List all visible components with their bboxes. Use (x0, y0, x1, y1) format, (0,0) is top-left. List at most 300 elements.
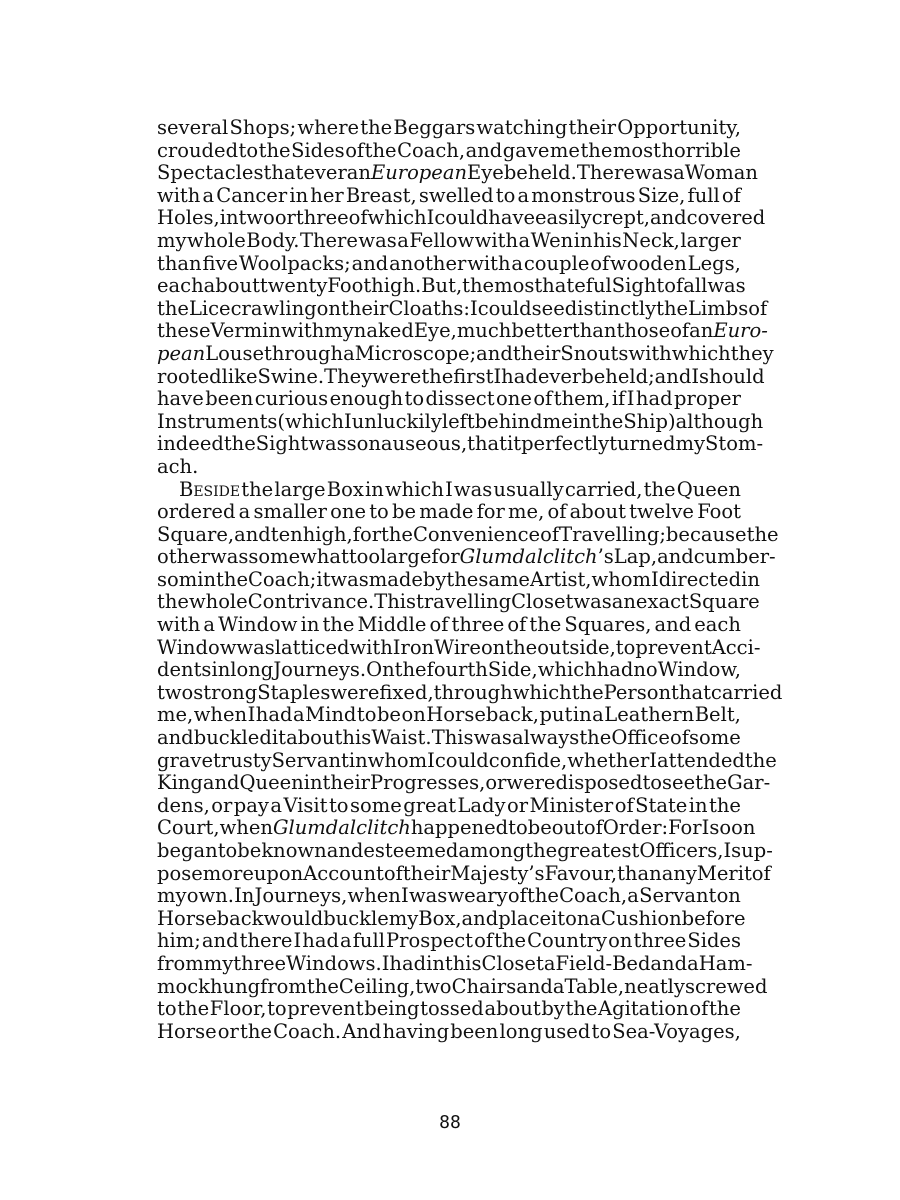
word: of (721, 183, 741, 207)
word: to (369, 500, 389, 524)
word: was (453, 477, 493, 501)
word: most (494, 274, 543, 298)
word: in (197, 567, 217, 591)
word: ten (270, 522, 303, 546)
word: Travelling; (559, 522, 666, 546)
word: about (203, 274, 260, 298)
text-line (157, 501, 741, 524)
word: of (614, 793, 634, 817)
text-line (157, 432, 764, 456)
word: Contrivance. (247, 590, 375, 614)
word: of (507, 884, 527, 908)
word: of (429, 613, 449, 637)
word: where (297, 116, 360, 139)
word: all (683, 274, 708, 298)
word: own. (186, 884, 234, 908)
word: latticed (274, 635, 350, 659)
word: because (665, 522, 747, 546)
text-line (157, 117, 741, 140)
word: than (571, 319, 617, 343)
word: Box (326, 477, 364, 501)
word: three (233, 951, 287, 975)
word: I (401, 884, 409, 908)
word: in (426, 951, 445, 975)
word: I (701, 816, 710, 840)
word: in (211, 658, 231, 682)
word: For (668, 816, 702, 840)
word: the (571, 680, 604, 704)
word: Coach, (397, 138, 466, 162)
word: Euro- (713, 319, 768, 343)
word: Coach, (559, 884, 628, 908)
word: soon (709, 816, 756, 840)
word: the (695, 771, 728, 795)
word: had (501, 364, 538, 388)
word: Journeys, (254, 884, 348, 908)
word: a (589, 906, 602, 930)
word: two (157, 680, 194, 704)
word: Middle (357, 613, 427, 637)
text-line (157, 930, 741, 953)
word: Stom- (705, 432, 764, 456)
word: and (657, 545, 694, 569)
word: Acci- (711, 635, 761, 659)
word: those (616, 319, 671, 343)
word: Wire (434, 635, 481, 659)
word: Sight (255, 432, 309, 456)
word: of (507, 613, 527, 637)
text-line (157, 974, 768, 999)
word: Belt, (694, 703, 741, 727)
text-line (157, 839, 773, 863)
word: was (308, 432, 347, 456)
word: curious (254, 387, 329, 411)
word: Opportunity, (617, 116, 741, 139)
word: the (360, 116, 393, 139)
text-line (157, 998, 741, 1021)
text-line (157, 659, 741, 682)
word: was (473, 726, 512, 750)
word: cumber- (693, 545, 776, 569)
word: known (261, 839, 327, 862)
word: in (289, 183, 309, 207)
word: large (380, 545, 432, 569)
word: first (453, 364, 494, 388)
word: Table, (564, 974, 625, 998)
word: was (573, 590, 612, 614)
word: Artist, (529, 567, 592, 591)
word: Coach. (273, 1019, 342, 1043)
text-line (157, 771, 771, 795)
word: with (474, 228, 519, 252)
word: Field-Bed (555, 951, 651, 975)
word: whether (567, 748, 650, 772)
word: their (322, 771, 371, 795)
word: have (488, 206, 536, 230)
word: to (328, 793, 349, 817)
word: made (368, 567, 423, 591)
word: On (366, 658, 395, 682)
text-line (157, 456, 741, 479)
word: crept, (591, 206, 650, 230)
word: pose (157, 861, 203, 885)
text-line (157, 161, 758, 185)
word: I (293, 929, 302, 953)
word: of (689, 997, 709, 1021)
word: Swine. (257, 364, 325, 388)
word: of (590, 251, 610, 275)
text-line (157, 795, 741, 818)
word: had (389, 951, 427, 975)
word: whole (187, 228, 246, 252)
word: Horseback, (426, 703, 539, 727)
word: had (302, 929, 339, 953)
word: better (511, 319, 572, 343)
word: were (506, 771, 556, 795)
word: him; (157, 929, 201, 953)
word: to (238, 138, 259, 162)
word: by (422, 567, 447, 591)
word: Prospect (386, 929, 474, 953)
word: the (223, 432, 256, 456)
word: my (203, 951, 234, 975)
word: any (661, 861, 697, 885)
word: his (342, 726, 372, 750)
word: indeed (157, 432, 224, 456)
word: the (579, 726, 612, 750)
word: to (495, 183, 516, 207)
word: and (516, 974, 553, 998)
word: pay (233, 793, 269, 817)
word: about (569, 500, 626, 524)
word: to (615, 635, 636, 659)
word: large (274, 477, 326, 501)
word: several (157, 116, 229, 139)
word: a (203, 613, 216, 637)
word: Side, (487, 658, 538, 682)
word: the (643, 477, 676, 501)
word: Chairs (451, 974, 517, 998)
word: and (650, 951, 688, 975)
text-line (157, 951, 753, 976)
word: fixed, (379, 680, 434, 704)
text-line (157, 861, 771, 886)
word: Gar- (727, 771, 771, 795)
word: although (675, 409, 764, 433)
word: Servant (271, 748, 349, 772)
text-line (157, 364, 765, 389)
word: and (202, 771, 240, 795)
word: through (264, 341, 344, 365)
word: Window (218, 613, 298, 637)
word: of (547, 500, 567, 524)
word: Woman (684, 161, 758, 185)
word: their (402, 861, 451, 885)
word: King (157, 771, 203, 795)
word: was (707, 274, 746, 298)
word: Ship) (623, 409, 676, 433)
word: turned (609, 432, 676, 456)
word: Limbs (688, 296, 749, 320)
word: Account (303, 861, 384, 885)
word: the (177, 997, 210, 1021)
word: no (633, 658, 658, 682)
word: I (247, 703, 256, 727)
word: among (458, 839, 526, 862)
word: so (346, 432, 369, 456)
word: Court, (157, 816, 220, 840)
word: Eye, (413, 319, 457, 343)
word: And (342, 1019, 382, 1043)
text-line (157, 906, 746, 931)
word: the (580, 138, 613, 162)
word: began (157, 839, 218, 862)
word: and (201, 929, 239, 953)
word: Mind (305, 703, 357, 727)
word: esteemed (363, 839, 459, 862)
word: my (157, 884, 187, 908)
word: of (474, 929, 494, 953)
word: on (716, 884, 741, 908)
word: I (469, 296, 478, 320)
word: Majesty’s (450, 861, 545, 885)
word: trusty (213, 748, 272, 772)
word: Coach; (247, 567, 317, 591)
word: Horseback (157, 906, 264, 930)
word: his (593, 228, 622, 252)
word: my (157, 228, 187, 252)
word: place (498, 906, 552, 930)
word: dens, (157, 793, 210, 817)
word: and (476, 341, 513, 365)
word: Staples (257, 680, 331, 704)
word: the (216, 567, 248, 591)
word: a (687, 951, 699, 975)
word: their (512, 341, 561, 365)
word: Vermin (210, 319, 281, 343)
text-line (157, 388, 741, 411)
word: Officers, (639, 839, 724, 862)
word: weary (447, 884, 508, 908)
word: be (527, 816, 552, 840)
word: in (572, 409, 592, 433)
word: about (484, 997, 541, 1021)
word: tossed (420, 997, 484, 1021)
word: Spectacles (157, 161, 264, 185)
word: this (444, 951, 482, 975)
word: beheld. (503, 161, 577, 185)
word: to (217, 839, 238, 862)
word: about (286, 726, 343, 750)
word: which (537, 658, 597, 682)
word: each (694, 613, 741, 637)
word: I (381, 951, 390, 975)
word: proper (674, 387, 741, 411)
word: their (340, 296, 389, 320)
text-line (157, 816, 756, 840)
word: for (352, 522, 382, 546)
word: which (384, 477, 444, 501)
word: whole (188, 590, 248, 614)
word: I (344, 409, 352, 433)
word: screwed (684, 974, 768, 998)
word: I (426, 206, 435, 230)
word: I (649, 748, 657, 772)
word: a (518, 228, 531, 252)
word: in (364, 477, 384, 501)
word: neatly (624, 974, 685, 998)
word: if (611, 387, 626, 411)
word: and (234, 522, 271, 546)
word: Wen (530, 228, 574, 252)
word: an (346, 161, 371, 185)
word: hateful (542, 274, 612, 298)
word: an (611, 590, 636, 614)
word: Iron (392, 635, 435, 659)
word: their (568, 116, 617, 139)
word: with (628, 341, 672, 365)
word: of (751, 861, 771, 885)
word: dissect (425, 387, 495, 411)
word: Country (527, 929, 608, 953)
word: the (421, 364, 454, 388)
word: enough (329, 387, 404, 411)
word: Favour, (544, 861, 618, 885)
word: another (389, 251, 467, 275)
word: of (540, 522, 560, 546)
word: to (642, 771, 663, 795)
word: same (478, 567, 530, 591)
word: of (670, 319, 690, 343)
word: an (689, 319, 714, 343)
word: carried, (564, 477, 643, 501)
word: buckle (323, 906, 389, 930)
word: confide, (488, 748, 568, 772)
word: disposed (555, 771, 643, 795)
word: high, (302, 522, 353, 546)
word: horrible (661, 138, 741, 162)
word: a (292, 703, 305, 727)
word: Neck, (622, 228, 680, 252)
word: Horse (157, 1019, 217, 1043)
word: that (263, 161, 304, 185)
word: the (306, 974, 339, 998)
word: in (219, 206, 239, 230)
text-line (157, 341, 774, 366)
word: monstrous (531, 183, 636, 207)
word: left (441, 409, 475, 433)
word: crouded (157, 138, 239, 162)
word: ach. (157, 454, 199, 478)
word: from (157, 951, 204, 975)
word: and (465, 138, 503, 162)
word: to (591, 1019, 612, 1043)
text-line (157, 1021, 741, 1044)
page-number: 88 (439, 1112, 461, 1133)
word: the (394, 658, 427, 682)
word: Beside (179, 477, 241, 501)
word: Cancer (216, 183, 288, 207)
word: ever (303, 161, 347, 185)
word: could (477, 296, 532, 320)
word: most (612, 138, 661, 162)
word: Closet (481, 951, 544, 975)
word: Lady (457, 793, 506, 817)
word: Body. (246, 228, 300, 252)
text-line (157, 545, 776, 569)
word: Shops; (229, 116, 297, 139)
word: and (157, 726, 194, 750)
word: a (270, 793, 282, 817)
word: or (485, 771, 507, 795)
word: the (240, 1019, 272, 1043)
word: a (202, 183, 215, 207)
word: nauseous, (368, 432, 468, 456)
text-line (157, 319, 768, 343)
word: This (431, 726, 474, 750)
word: swelled (418, 183, 494, 207)
word: naked (353, 319, 414, 343)
word: a (340, 929, 352, 953)
word: Microscope; (354, 341, 477, 365)
word: each (157, 274, 204, 298)
word: greatest (557, 839, 640, 862)
word: Legs, (687, 251, 741, 275)
word: Size, (637, 183, 686, 207)
text-line (157, 727, 741, 750)
word: would (263, 906, 324, 930)
word: unluckily (351, 409, 442, 433)
word: usually (493, 477, 564, 501)
word: upon (253, 861, 304, 885)
word: wooden (610, 251, 687, 275)
word: in (572, 703, 592, 727)
word: through (433, 680, 513, 704)
word: these (157, 319, 211, 343)
word: from (260, 974, 307, 998)
word: one (496, 387, 532, 411)
word: Queen (676, 477, 741, 501)
text-line (157, 140, 741, 163)
text-line (157, 704, 741, 727)
word: Merit (696, 861, 752, 885)
word: or (211, 793, 233, 817)
word: the (529, 613, 562, 637)
word: Windows. (286, 951, 382, 975)
word: of (348, 206, 368, 230)
word: Woolpacks; (238, 251, 351, 275)
word: could (434, 748, 489, 772)
word: sup- (731, 839, 773, 862)
word: Glumdalclitch’s (459, 545, 614, 569)
word: in (300, 613, 320, 637)
word: had (255, 703, 293, 727)
word: rooted (157, 364, 222, 388)
word: the (241, 477, 274, 501)
word: gave (502, 138, 550, 162)
word: having (382, 1019, 450, 1043)
word: in (573, 228, 593, 252)
word: Window, (657, 658, 741, 682)
word: They (324, 364, 373, 388)
word: was (236, 635, 275, 659)
word: see (531, 296, 565, 320)
word: have (157, 387, 204, 411)
word: Fellow (409, 228, 475, 252)
word: dents (157, 658, 212, 682)
text-line (157, 206, 766, 230)
word: of (664, 274, 684, 298)
